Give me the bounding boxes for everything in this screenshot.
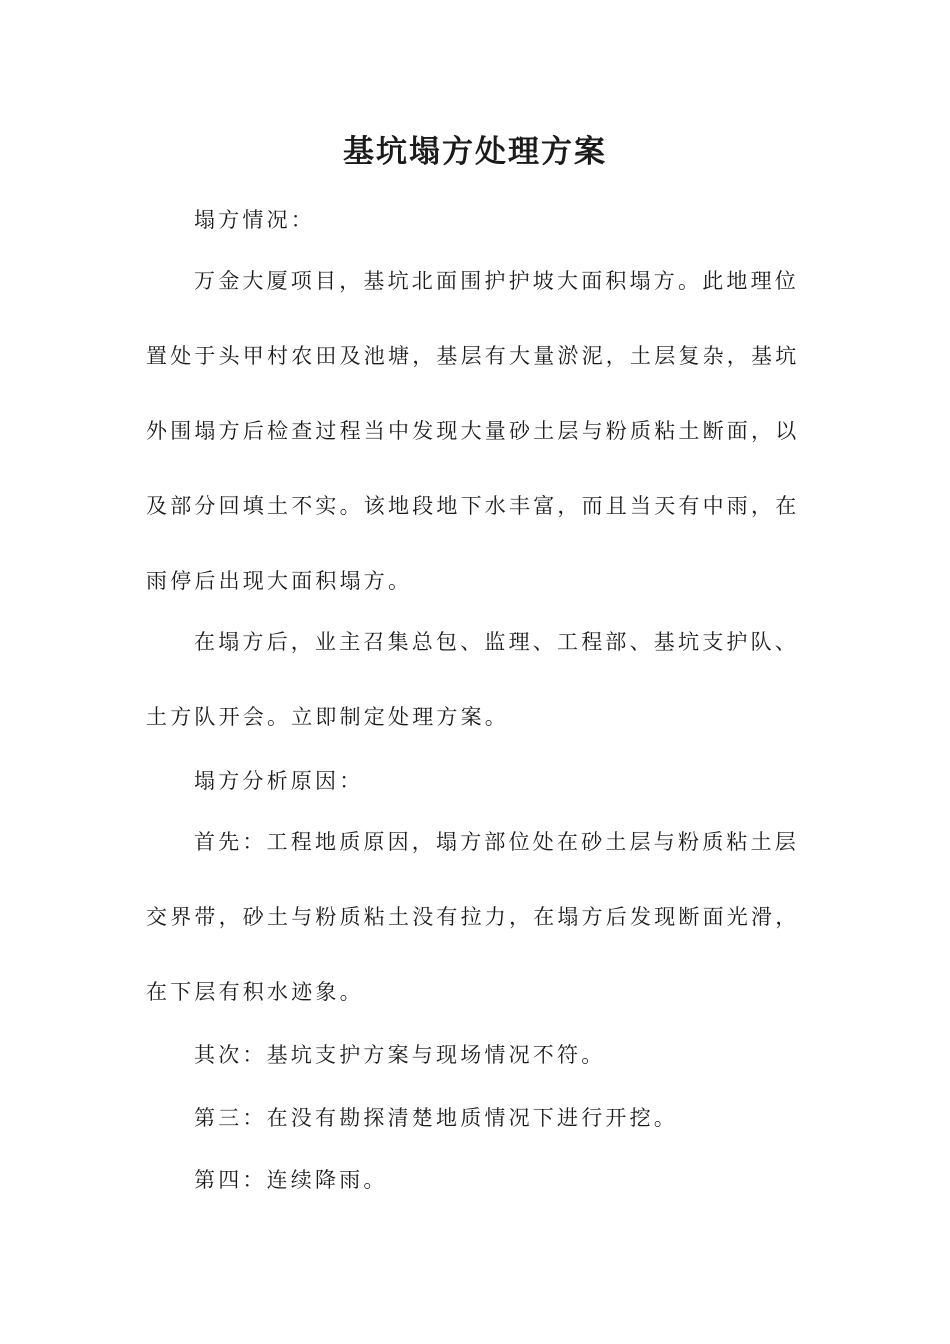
paragraph-collapse-situation-heading: 塌方情况：	[194, 208, 315, 232]
paragraph-cause-third: 第三：在没有勘探清楚地质情况下进行开挖。	[194, 1106, 678, 1130]
paragraph-cause-heading: 塌方分析原因：	[194, 769, 364, 793]
paragraph-cause-first: 首先：工程地质原因，塌方部位处在砂土层与粉质粘土层交界带，砂土与粉质粘土没有拉力，在塌方后发现断面光滑，在下层有积水迹象。	[146, 830, 800, 1004]
paragraph-collapse-description: 万金大厦项目，基坑北面围护护坡大面积塌方。此地理位置处于头甲村农田及池塘，基层有大量淤泥，土层复杂，基坑外围塌方后检查过程当中发现大量砂土层与粉质粘土断面，以及部分回填土不实。该地段地下水丰富，而且当天有中雨，在雨停后出现大面积塌方。	[146, 269, 800, 593]
paragraph-cause-fourth: 第四：连续降雨。	[194, 1168, 388, 1192]
paragraph-cause-second: 其次：基坑支护方案与现场情况不符。	[194, 1043, 606, 1067]
document-title: 基坑塌方处理方案	[343, 134, 607, 170]
paragraph-meeting: 在塌方后，业主召集总包、监理、工程部、基坑支护队、土方队开会。立即制定处理方案。	[146, 630, 799, 729]
